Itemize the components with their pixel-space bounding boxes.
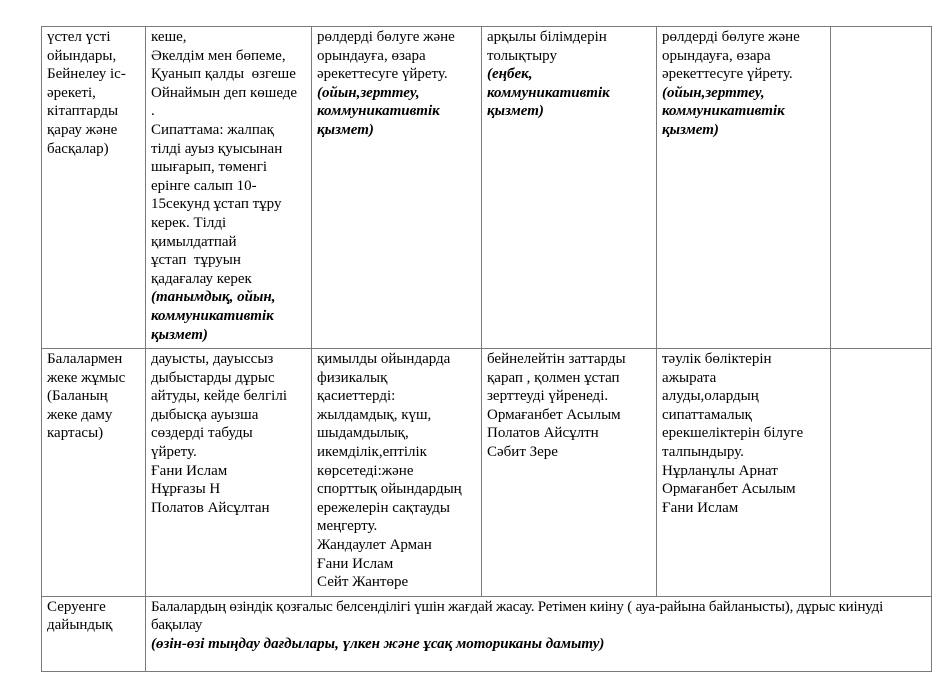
activity-tag-line: қызмет): [317, 121, 374, 138]
cell-text-line: ерекшеліктерін білуге: [662, 425, 804, 442]
cell-text-line: сөздерді табуды: [151, 425, 253, 442]
cell-text-line: көрсетеді:және: [317, 462, 414, 479]
cell-text-line: Сейт Жантөре: [317, 574, 409, 591]
cell-text-line: Балалармен: [47, 351, 123, 368]
walk-prep-tag: (өзін-өзі тыңдау дағдылары, үлкен және ұсақ моториканы дамыту): [151, 636, 605, 652]
cell-text-line: бейнелейтін заттарды: [487, 351, 626, 368]
cell-text-line: икемділік,ептілік: [317, 444, 427, 461]
cell-text-line: қарап , қолмен ұстап: [487, 369, 620, 386]
walk-prep-text: Балалардың өзіндік қозғалыс белсенділігі үшін жағдай жасау. Ретімен киіну ( ауа-райына байланысты), дұрыс киінуді бақылау: [151, 598, 887, 634]
cell-text-line: Ормағанбет Асылым: [487, 406, 621, 423]
cell-text-line: қасиеттерді:: [317, 388, 396, 405]
cell-text-line: Әкелдім мен бөпеме,: [151, 47, 286, 64]
cell-text-line: дыбысқа ауызша: [151, 406, 259, 423]
activity-tag-line: (еңбек,: [487, 66, 533, 83]
cell-text-line: орындауға, өзара: [662, 47, 771, 64]
cell-text-line: үстел үсті: [47, 29, 111, 45]
cell-text-line: ұстап тұруын: [151, 252, 241, 269]
table-cell: [482, 349, 657, 597]
cell-text-line: Серуенге: [47, 598, 106, 615]
cell-text-line: рөлдерді бөлуге және: [662, 29, 800, 45]
cell-text-line: тілді ауыз қуысынан: [151, 140, 283, 157]
plan-table: [41, 26, 932, 672]
cell-text-line: жеке жұмыс: [47, 369, 126, 386]
cell-text-line: толықтыру: [487, 47, 557, 64]
cell-text-line: алуды,олардың: [662, 388, 759, 405]
cell-text-line: Сипаттама: жалпақ: [151, 121, 274, 138]
cell-text-line: Полатов Айсұлтн: [487, 425, 599, 442]
table-cell-empty: [831, 27, 932, 349]
cell-text-line: кітаптарды: [47, 103, 119, 120]
cell-text-line: дауысты, дауыссыз: [151, 351, 274, 368]
activity-tag-line: (ойын,зерттеу,: [662, 84, 765, 101]
cell-text-line: кеше,: [151, 29, 187, 45]
table-cell: [312, 349, 482, 597]
cell-text-line: рөлдерді бөлуге және: [317, 29, 455, 45]
walk-prep-cell: [146, 596, 932, 671]
table-row: [42, 596, 932, 671]
activity-tag-line: қызмет): [662, 121, 719, 138]
cell-text-line: қимылды ойындарда: [317, 351, 451, 368]
activity-tag-line: қызмет): [487, 103, 544, 120]
cell-text-line: картасы): [47, 425, 104, 442]
activity-tag-line: (танымдық, ойын,: [151, 289, 276, 306]
table-row: [42, 27, 932, 349]
cell-text-line: ережелерін сақтауды: [317, 499, 450, 516]
cell-text-line: (Баланың: [47, 388, 108, 405]
cell-text-line: зерттеуді үйренеді.: [487, 388, 609, 405]
cell-text-line: басқалар): [47, 140, 109, 157]
cell-text-line: шығарып, төменгі: [151, 159, 268, 176]
cell-text-line: тәулік бөліктерін: [662, 351, 772, 368]
cell-text-line: қимылдатпай: [151, 233, 237, 250]
cell-text-line: қадағалау керек: [151, 270, 252, 287]
table-row: [42, 349, 932, 597]
cell-text-line: ойындары,: [47, 47, 117, 64]
table-cell-empty: [831, 349, 932, 597]
cell-text-line: 15секунд ұстап тұру: [151, 196, 282, 213]
cell-text-line: Нұрғазы Н: [151, 481, 221, 498]
cell-text-line: жеке даму: [47, 406, 113, 423]
cell-text-line: .: [151, 103, 155, 120]
row-header-cell: [42, 596, 146, 671]
cell-text-line: сипаттамалық: [662, 406, 752, 423]
cell-text-line: жылдамдық, күш,: [317, 406, 432, 423]
cell-text-line: Нұрланұлы Арнат: [662, 462, 778, 479]
row-header-cell: [42, 27, 146, 349]
cell-text-line: дайындық: [47, 617, 113, 634]
cell-text-line: қарау және: [47, 121, 118, 138]
cell-text-line: үйрету.: [151, 444, 197, 461]
cell-text-line: Бейнелеу іс-: [47, 66, 126, 83]
cell-text-line: әрекеттесуге үйрету.: [317, 66, 448, 83]
cell-text-line: ажырата: [662, 369, 717, 386]
cell-text-line: меңгерту.: [317, 518, 378, 535]
cell-text-line: әрекеттесуге үйрету.: [662, 66, 793, 83]
cell-text-line: керек. Тілді: [151, 214, 227, 231]
activity-tag-line: коммуникативтік: [151, 307, 274, 324]
cell-text-line: спорттық ойындардың: [317, 481, 462, 498]
cell-text-line: талпындыру.: [662, 444, 744, 461]
cell-text-line: Қуанып қалды өзгеше: [151, 66, 296, 83]
activity-tag-line: коммуникативтік: [487, 84, 610, 101]
table-cell: [146, 349, 312, 597]
activity-tag-line: коммуникативтік: [317, 103, 440, 120]
table-cell: [657, 27, 831, 349]
cell-text-line: орындауға, өзара: [317, 47, 426, 64]
cell-text-line: дыбыстарды дұрыс: [151, 369, 275, 386]
table-cell: [312, 27, 482, 349]
cell-text-line: физикалық: [317, 369, 388, 386]
cell-text-line: айтуды, кейде белгілі: [151, 388, 287, 405]
cell-text-line: Ғани Ислам: [151, 462, 228, 479]
cell-text-line: Ойнаймын деп көшеде: [151, 84, 298, 101]
cell-text-line: Ғани Ислам: [317, 555, 394, 572]
table-cell: [657, 349, 831, 597]
cell-text-line: шыдамдылық,: [317, 425, 409, 442]
cell-text-line: Жандаулет Арман: [317, 537, 432, 554]
activity-tag-line: коммуникативтік: [662, 103, 785, 120]
table-cell: [482, 27, 657, 349]
table-cell: [146, 27, 312, 349]
cell-text-line: Сәбит Зере: [487, 444, 558, 461]
cell-text-line: ерінге салып 10-: [151, 177, 257, 194]
cell-text-line: Ормағанбет Асылым: [662, 481, 796, 498]
cell-text-line: Полатов Айсұлтан: [151, 499, 270, 516]
cell-text-line: Ғани Ислам: [662, 499, 739, 516]
cell-text-line: арқылы білімдерін: [487, 29, 607, 45]
row-header-cell: [42, 349, 146, 597]
activity-tag-line: (ойын,зерттеу,: [317, 84, 420, 101]
cell-text-line: әрекеті,: [47, 84, 96, 101]
activity-tag-line: қызмет): [151, 326, 208, 343]
